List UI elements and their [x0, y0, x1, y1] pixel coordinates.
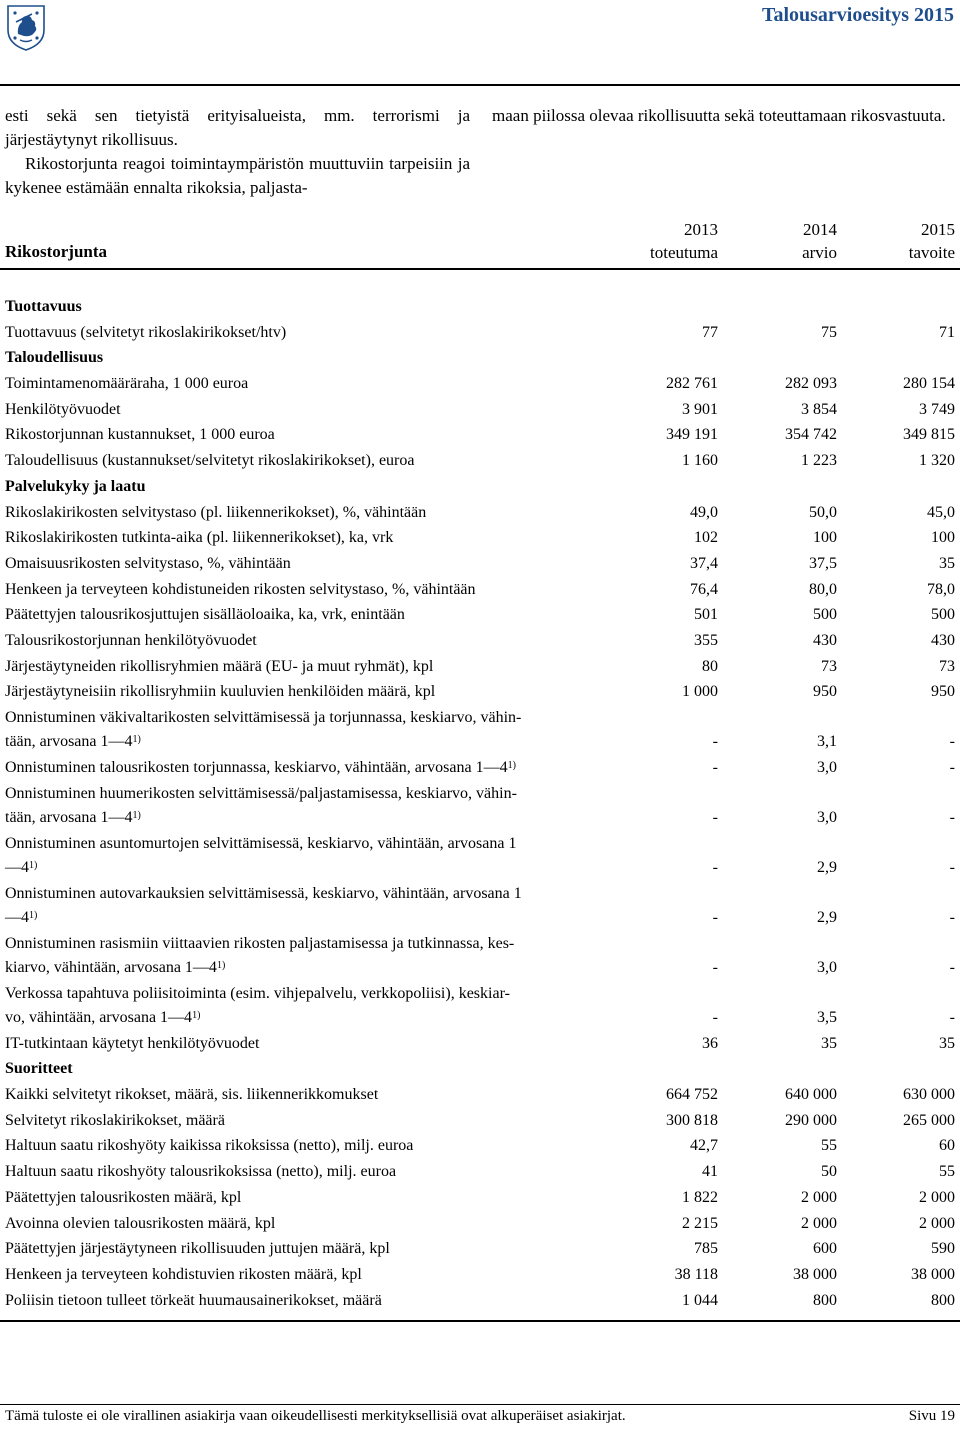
column-label: tavoite: [908, 243, 955, 262]
row-label: [5, 501, 605, 525]
cell-2015: 430: [931, 631, 955, 649]
cell-2015: -: [949, 908, 955, 926]
row-label: [5, 1160, 605, 1184]
cell-2013: 282 761: [666, 375, 718, 393]
row-label: [5, 1083, 605, 1107]
cell-2014: 75: [821, 323, 837, 341]
cell-2013: 77: [702, 323, 718, 341]
row-label: [5, 882, 605, 930]
cell-2014: 73: [821, 657, 837, 675]
cell-2014: 2,9: [817, 858, 837, 876]
row-label-line: Onnistuminen autovarkauksien selvittämisessä, keskiarvo, vähintään, arvosana 1: [5, 884, 522, 902]
table-body: [0, 295, 960, 1314]
row-label: [5, 706, 605, 754]
cell-2013: -: [712, 908, 718, 926]
row-label-line: Onnistuminen rasismiin viittaavien rikosten paljastamisessa ja tutkinnassa, kes-: [5, 934, 515, 952]
cell-2014: 3,0: [817, 759, 837, 776]
cell-2015: 265 000: [903, 1111, 955, 1129]
cell-2015: -: [949, 958, 955, 976]
column-header-2015: [835, 218, 955, 264]
table-header: [0, 218, 960, 268]
row-label: [5, 1134, 605, 1158]
cell-2013: 1 822: [682, 1188, 718, 1206]
intro-right-column: [492, 104, 955, 128]
cell-2015: 590: [931, 1240, 955, 1258]
row-label-line: Verkossa tapahtuva poliisitoiminta (esim. vihjepalvelu, verkkopoliisi), keskiar-: [5, 984, 510, 1002]
table-section-heading: [0, 346, 960, 372]
row-label-line: Avoinna olevien talousrikosten määrä, kpl: [5, 1214, 276, 1232]
row-label: [5, 1263, 605, 1287]
cell-2014: 2 000: [801, 1188, 837, 1206]
row-label-line: Taloudellisuus (kustannukset/selvitetyt rikoslakirikokset), euroa: [5, 452, 415, 470]
cell-2014: 38 000: [793, 1265, 837, 1283]
cell-2015: 35: [939, 1034, 955, 1052]
cell-2013: -: [712, 733, 718, 750]
table-row: [0, 372, 960, 398]
table-row: [0, 1237, 960, 1263]
cell-2014: 282 093: [785, 375, 837, 393]
table-row: [0, 526, 960, 552]
cell-2013: 1 044: [682, 1291, 718, 1309]
row-label: [5, 756, 605, 780]
table-row: [0, 1186, 960, 1212]
intro-left-column: [5, 104, 470, 200]
row-label-line: IT-tutkintaan käytetyt henkilötyövuodet: [5, 1034, 260, 1052]
cell-2014: 3,0: [817, 808, 837, 826]
column-label: toteutuma: [650, 243, 718, 262]
row-label-line-2: —4$^{1)}$: [5, 908, 38, 926]
intro-right-paragraph-1: maan piilossa olevaa rikollisuutta sekä toteuttamaan rikosvastuuta.: [492, 106, 946, 125]
cell-2015: 950: [931, 683, 955, 701]
row-label-line: Henkeen ja terveyteen kohdistuneiden rikosten selvitystaso, %, vähintään: [5, 580, 476, 598]
column-year: 2015: [921, 220, 955, 239]
table-row: [0, 706, 960, 756]
row-label-line-2: —4$^{1)}$: [5, 858, 38, 876]
cell-2015: 280 154: [903, 375, 955, 393]
cell-2013: 38 118: [674, 1265, 718, 1283]
cell-2013: -: [712, 958, 718, 976]
intro-left-paragraph-1: esti sekä sen tietyistä erityisalueista, mm. terrorismi ja järjestäytynyt rikollisuus.: [5, 106, 470, 149]
cell-2014: 50: [821, 1163, 837, 1181]
cell-2013: 501: [694, 606, 718, 624]
cell-2013: 300 818: [666, 1111, 718, 1129]
table-row: [0, 1134, 960, 1160]
cell-2014: 3,0: [817, 958, 837, 976]
table-row: [0, 449, 960, 475]
row-label: [5, 629, 605, 653]
footnote-marker: 1): [29, 859, 38, 871]
cell-2013: 2 215: [682, 1214, 718, 1232]
row-label-line: Haltuun saatu rikoshyöty kaikissa rikoksissa (netto), milj. euroa: [5, 1137, 414, 1155]
cell-2013: 102: [694, 529, 718, 547]
row-label-line: Päätettyjen talousrikosjuttujen sisälläoloaika, ka, vrk, enintään: [5, 606, 405, 624]
table-row: [0, 1289, 960, 1315]
table-section-heading: [0, 295, 960, 321]
cell-2014: 80,0: [809, 580, 837, 598]
row-label-line: Järjestäytyneiden rikollisryhmien määrä (EU- ja muut ryhmät), kpl: [5, 657, 434, 675]
table-row: [0, 832, 960, 882]
cell-2015: 500: [931, 606, 955, 624]
row-label: [5, 526, 605, 550]
table-section-heading: [0, 1057, 960, 1083]
row-label: [5, 932, 605, 980]
cell-2013: 1 000: [682, 683, 718, 701]
cell-2015: 3 749: [919, 400, 955, 418]
row-label-line: Henkilötyövuodet: [5, 400, 121, 418]
cell-2013: 1 160: [682, 452, 718, 470]
header-divider: [0, 84, 960, 86]
cell-2013: 42,7: [690, 1137, 718, 1155]
row-label-line: Onnistuminen väkivaltarikosten selvittämisessä ja torjunnassa, keskiarvo, vähin-: [5, 709, 522, 726]
cell-2014: 3 854: [801, 400, 837, 418]
row-label-line: Tuottavuus: [5, 298, 82, 315]
table-row: [0, 578, 960, 604]
row-label-line: Rikoslakirikosten tutkinta-aika (pl. liikennerikokset), ka, vrk: [5, 529, 394, 547]
cell-2015: 78,0: [927, 580, 955, 598]
cell-2015: 60: [939, 1137, 955, 1155]
column-year: 2013: [684, 220, 718, 239]
cell-2015: 71: [939, 323, 955, 341]
row-label: [5, 1032, 605, 1056]
row-label-line: Onnistuminen asuntomurtojen selvittämisessä, keskiarvo, vähintään, arvosana 1: [5, 834, 517, 852]
row-label-line-2: vo, vähintään, arvosana 1—4$^{1)}$: [5, 1008, 201, 1026]
cell-2013: 41: [702, 1163, 718, 1181]
lion-coat-of-arms-icon: [4, 2, 48, 52]
cell-2015: -: [949, 858, 955, 876]
column-label: arvio: [802, 243, 837, 262]
cell-2014: 2,9: [817, 908, 837, 926]
cell-2013: -: [712, 858, 718, 876]
cell-2015: 45,0: [927, 503, 955, 521]
row-label-line: Selvitetyt rikoslakirikokset, määrä: [5, 1111, 225, 1129]
cell-2015: 100: [931, 529, 955, 547]
cell-2015: 38 000: [911, 1265, 955, 1283]
table-row: [0, 1212, 960, 1238]
footer-disclaimer: Tämä tuloste ei ole virallinen asiakirja vaan oikeudellisesti merkityksellisiä ovat alkuperäiset asiakirjat.: [5, 1408, 626, 1424]
column-header-2013: [598, 218, 718, 264]
cell-2015: 2 000: [919, 1188, 955, 1206]
table-row: [0, 603, 960, 629]
cell-2015: 35: [939, 554, 955, 572]
table-row: [0, 1109, 960, 1135]
row-label-line: Poliisin tietoon tulleet törkeät huumausainerikokset, määrä: [5, 1291, 382, 1309]
row-label-line: Onnistuminen talousrikosten torjunnassa, keskiarvo, vähintään, arvosana 1—4$^{1)}$: [5, 759, 516, 776]
cell-2014: 2 000: [801, 1214, 837, 1232]
row-label: [5, 782, 605, 830]
cell-2014: 600: [813, 1240, 837, 1258]
row-label-line: Päätettyjen järjestäytyneen rikollisuuden juttujen määrä, kpl: [5, 1240, 390, 1258]
table-row: [0, 552, 960, 578]
row-label: [5, 1186, 605, 1210]
cell-2014: 430: [813, 631, 837, 649]
cell-2013: 3 901: [682, 400, 718, 418]
row-label: [5, 346, 605, 370]
row-label: [5, 295, 605, 319]
table-row: [0, 982, 960, 1032]
cell-2014: 640 000: [785, 1086, 837, 1104]
cell-2013: 49,0: [690, 503, 718, 521]
table-row: [0, 1032, 960, 1058]
table-row: [0, 1263, 960, 1289]
cell-2015: -: [949, 733, 955, 750]
row-label-line: Tuottavuus (selvitetyt rikoslakirikokset/htv): [5, 323, 287, 341]
table-bottom-divider: [0, 1320, 960, 1322]
cell-2013: 76,4: [690, 580, 718, 598]
table-row: [0, 655, 960, 681]
row-label: [5, 1212, 605, 1236]
table-row: [0, 680, 960, 706]
cell-2014: 100: [813, 529, 837, 547]
intro-left-paragraph-2: Rikostorjunta reagoi toimintaympäristön muuttuviin tarpeisiin ja kykenee estämään ennalta rikoksia, paljasta-: [5, 154, 470, 197]
row-label: [5, 321, 605, 345]
cell-2014: 500: [813, 606, 837, 624]
footnote-marker: 1): [216, 959, 226, 971]
table-row: [0, 501, 960, 527]
row-label-line-2: tään, arvosana 1—4$^{1)}$: [5, 808, 141, 826]
cell-2014: 50,0: [809, 503, 837, 521]
table-row: [0, 321, 960, 347]
cell-2014: 3,1: [817, 733, 837, 750]
page-number: Sivu 19: [908, 1408, 955, 1424]
cell-2015: 55: [939, 1163, 955, 1181]
table-section-heading: [0, 475, 960, 501]
table-header-divider: [0, 268, 960, 270]
cell-2013: -: [712, 1008, 718, 1026]
cell-2015: 2 000: [919, 1214, 955, 1232]
cell-2014: 354 742: [785, 426, 837, 444]
cell-2014: 800: [813, 1291, 837, 1309]
cell-2015: -: [949, 1008, 955, 1026]
cell-2015: 800: [931, 1291, 955, 1309]
document-title: Talousarvioesitys 2015: [761, 4, 954, 26]
table-row: [0, 782, 960, 832]
cell-2014: 1 223: [801, 452, 837, 470]
row-label: [5, 372, 605, 396]
cell-2013: 349 191: [666, 426, 718, 444]
row-label-line: Taloudellisuus: [5, 349, 104, 367]
row-label-line: Suoritteet: [5, 1060, 73, 1078]
row-label: [5, 398, 605, 422]
column-header-2014: [717, 218, 837, 264]
footnote-marker: 1): [132, 734, 141, 745]
column-year: 2014: [803, 220, 837, 239]
cell-2015: 73: [939, 657, 955, 675]
cell-2015: 630 000: [903, 1086, 955, 1104]
footnote-marker: 1): [132, 809, 141, 821]
row-label-line: Onnistuminen huumerikosten selvittämisessä/paljastamisessa, keskiarvo, vähin-: [5, 784, 517, 802]
row-label-line-2: kiarvo, vähintään, arvosana 1—4$^{1)}$: [5, 958, 226, 976]
cell-2013: 355: [694, 631, 718, 649]
row-label: [5, 1289, 605, 1313]
cell-2013: 37,4: [690, 554, 718, 572]
row-label-line: Rikostorjunnan kustannukset, 1 000 euroa: [5, 426, 275, 444]
cell-2015: -: [949, 759, 955, 776]
table-title: Rikostorjunta: [5, 242, 108, 261]
cell-2013: 80: [702, 657, 718, 675]
table-row: [0, 932, 960, 982]
row-label: [5, 832, 605, 880]
cell-2014: 950: [813, 683, 837, 701]
row-label-line: Päätettyjen talousrikosten määrä, kpl: [5, 1188, 242, 1206]
cell-2014: 290 000: [785, 1111, 837, 1129]
cell-2013: 664 752: [666, 1086, 718, 1104]
row-label: [5, 603, 605, 627]
row-label: [5, 449, 605, 473]
footnote-marker: 1): [192, 1009, 201, 1021]
row-label-line: Henkeen ja terveyteen kohdistuvien rikosten määrä, kpl: [5, 1265, 362, 1283]
row-label: [5, 552, 605, 576]
row-label: [5, 423, 605, 447]
table-row: [0, 629, 960, 655]
row-label-line: Palvelukyky ja laatu: [5, 477, 146, 495]
row-label: [5, 1109, 605, 1133]
cell-2014: 3,5: [817, 1008, 837, 1026]
cell-2014: 35: [821, 1034, 837, 1052]
cell-2013: -: [712, 759, 718, 776]
cell-2015: -: [949, 808, 955, 826]
row-label-line: Haltuun saatu rikoshyöty talousrikoksissa (netto), milj. euroa: [5, 1163, 397, 1181]
row-label: [5, 578, 605, 602]
table-row: [0, 1083, 960, 1109]
cell-2013: 36: [702, 1034, 718, 1052]
table-row: [0, 756, 960, 782]
row-label: [5, 655, 605, 679]
cell-2013: 785: [694, 1240, 718, 1258]
footnote-marker: 1): [29, 909, 38, 921]
cell-2015: 349 815: [903, 426, 955, 444]
row-label-line: Rikoslakirikosten selvitystaso (pl. liikennerikokset), %, vähintään: [5, 503, 427, 521]
row-label-line: Järjestäytyneisiin rikollisryhmiin kuuluvien henkilöiden määrä, kpl: [5, 683, 436, 701]
table-row: [0, 423, 960, 449]
cell-2014: 55: [821, 1137, 837, 1155]
row-label: [5, 680, 605, 704]
row-label-line: Talousrikostorjunnan henkilötyövuodet: [5, 631, 257, 649]
cell-2014: 37,5: [809, 554, 837, 572]
row-label-line-2: tään, arvosana 1—4$^{1)}$: [5, 733, 141, 750]
row-label-line: Omaisuusrikosten selvitystaso, %, vähintään: [5, 554, 291, 572]
table-row: [0, 1160, 960, 1186]
table-row: [0, 398, 960, 424]
cell-2013: -: [712, 808, 718, 826]
row-label-line: Kaikki selvitetyt rikokset, määrä, sis. liikennerikkomukset: [5, 1086, 379, 1104]
row-label-line: Toimintamenomääräraha, 1 000 euroa: [5, 375, 249, 393]
row-label: [5, 982, 605, 1030]
footnote-marker: 1): [507, 760, 516, 771]
footer-divider: [0, 1404, 960, 1405]
row-label: [5, 1237, 605, 1261]
table-row: [0, 882, 960, 932]
cell-2015: 1 320: [919, 452, 955, 470]
row-label: [5, 475, 605, 499]
row-label: [5, 1057, 605, 1081]
